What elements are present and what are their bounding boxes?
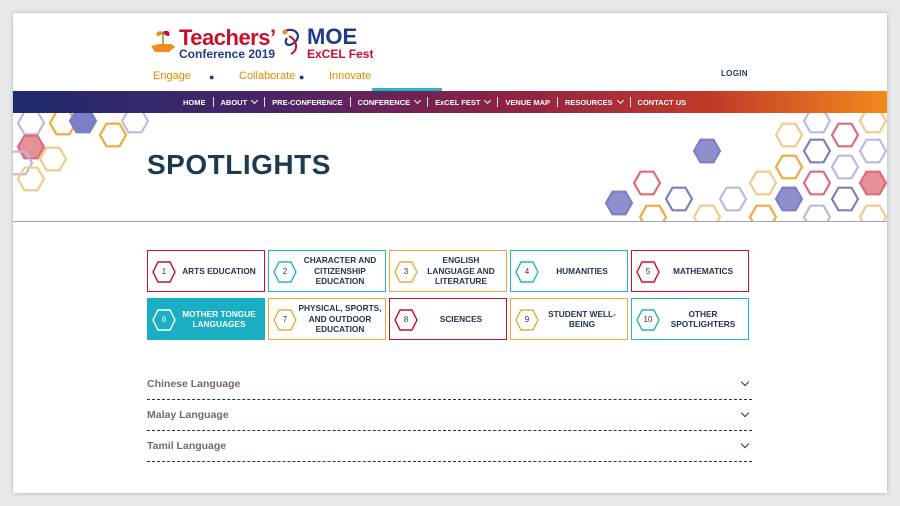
chevron-down-icon — [251, 97, 258, 104]
category-label: ARTS EDUCATION — [182, 265, 256, 276]
page-frame — [13, 13, 887, 493]
logo-subtitle: Conference 2019 — [179, 47, 276, 61]
tagline-dot: ● — [299, 72, 305, 82]
accordion-item[interactable] — [147, 431, 752, 462]
hexagon-shape — [750, 206, 776, 222]
category-card-10[interactable] — [631, 298, 749, 340]
nav-item-resources[interactable] — [558, 98, 630, 107]
category-card-8[interactable] — [389, 298, 507, 340]
accordion-item[interactable] — [147, 400, 752, 431]
login-link[interactable]: LOGIN — [721, 69, 748, 78]
tagline-collaborate: Collaborate — [239, 70, 296, 82]
nav-item-label: CONFERENCE — [357, 97, 411, 107]
nav-item-label: VENUE MAP — [505, 97, 551, 107]
category-number: 5 — [645, 267, 651, 276]
hexagon-shape — [750, 172, 776, 195]
moe-swirl-icon — [279, 26, 305, 56]
category-number: 8 — [403, 315, 409, 324]
hexagon-shape — [860, 140, 886, 163]
category-label: SCIENCES — [439, 313, 483, 324]
excel-fest-label: ExCEL Fest — [307, 47, 374, 61]
nav-item-label: ExCEL FEST — [435, 97, 481, 107]
category-card-3[interactable] — [389, 250, 507, 292]
hexagon-shape — [776, 188, 802, 211]
hero-divider — [13, 221, 887, 222]
category-label: ENGLISH LANGUAGE AND LITERATURE — [427, 255, 495, 287]
nav-item-label: RESOURCES — [565, 97, 613, 107]
category-label: OTHER SPOTLIGHTERS — [670, 308, 736, 329]
category-number: 1 — [161, 267, 167, 276]
hexagon-shape — [804, 113, 830, 132]
moe-label: MOE — [307, 24, 358, 49]
nav-item-conference[interactable] — [351, 98, 428, 107]
hexagon-shape — [18, 168, 44, 191]
category-number: 2 — [282, 267, 288, 276]
nav-items — [176, 91, 693, 113]
hexagon-shape — [804, 140, 830, 163]
page-title: SPOTLIGHTS — [147, 149, 331, 180]
hexagon-shape — [860, 206, 886, 222]
category-label: HUMANITIES — [556, 265, 608, 276]
nav-item-label: HOME — [183, 97, 206, 107]
hexagon-shape — [832, 188, 858, 211]
category-number: 9 — [524, 315, 530, 324]
accordion-item-label: Chinese Language — [147, 378, 241, 390]
nav-item-label: PRE-CONFERENCE — [272, 97, 343, 107]
category-number: 10 — [643, 315, 653, 324]
tagline-innovate: Innovate — [329, 70, 372, 82]
category-card-2[interactable] — [268, 250, 386, 292]
hexagon-shape — [860, 172, 886, 195]
accordion-item-label: Malay Language — [147, 409, 229, 421]
hexagon-shape — [100, 124, 126, 147]
hexagon-shape — [694, 206, 720, 222]
category-label: CHARACTER AND CITIZENSHIP EDUCATION — [303, 255, 377, 287]
category-number: 3 — [403, 267, 409, 276]
hexagon-shape — [122, 113, 148, 132]
chevron-down-icon — [484, 97, 491, 104]
category-label: MOTHER TONGUE LANGUAGES — [182, 308, 256, 329]
nav-item-about[interactable] — [214, 98, 265, 107]
nav-item-label: CONTACT US — [637, 97, 687, 107]
category-label: PHYSICAL, SPORTS, AND OUTDOOR EDUCATION — [298, 303, 382, 335]
category-card-9[interactable] — [510, 298, 628, 340]
category-label: MATHEMATICS — [672, 265, 734, 276]
nav-item-label: ABOUT — [220, 97, 248, 107]
chevron-down-icon[interactable] — [741, 440, 749, 448]
nav-item-home[interactable] — [176, 98, 213, 107]
hexagon-shape — [776, 124, 802, 147]
hexagon-shape — [694, 140, 720, 163]
hexagon-shape — [606, 192, 632, 215]
category-card-7[interactable] — [268, 298, 386, 340]
hero-banner — [13, 113, 887, 222]
hexagon-shape — [634, 172, 660, 195]
open-hand-sprout-icon — [149, 28, 177, 58]
main-nav — [13, 91, 887, 113]
hexagon-shape — [832, 124, 858, 147]
tagline-engage: Engage — [153, 70, 191, 82]
category-card-5[interactable] — [631, 250, 749, 292]
hexagon-shape — [804, 172, 830, 195]
conference-logo[interactable] — [149, 24, 389, 88]
language-accordion — [147, 369, 752, 462]
category-number: 4 — [524, 267, 530, 276]
hexagon-shape — [720, 188, 746, 211]
nav-item-venue-map[interactable] — [498, 98, 557, 107]
chevron-down-icon[interactable] — [741, 409, 749, 417]
hexagon-shape — [40, 148, 66, 171]
hexagon-shape — [666, 188, 692, 211]
chevron-down-icon — [616, 97, 623, 104]
category-card-4[interactable] — [510, 250, 628, 292]
chevron-down-icon[interactable] — [741, 378, 749, 386]
accordion-item-label: Tamil Language — [147, 440, 227, 452]
hexagon-shape — [804, 206, 830, 222]
accordion-item[interactable] — [147, 369, 752, 400]
category-label: STUDENT WELL-BEING — [548, 308, 616, 329]
hexagon-shape — [776, 156, 802, 179]
logo-title: Teachers’ — [179, 25, 276, 50]
hexagon-pattern-decoration — [13, 113, 887, 222]
hexagon-shape — [18, 136, 44, 159]
tagline-dot: ● — [209, 72, 215, 82]
nav-item-pre-conference[interactable] — [265, 98, 349, 107]
chevron-down-icon — [414, 97, 421, 104]
category-card-1[interactable] — [147, 250, 265, 292]
hexagon-shape — [832, 156, 858, 179]
hexagon-shape — [70, 113, 96, 132]
category-card-6[interactable] — [147, 298, 265, 340]
hexagon-shape — [18, 113, 44, 134]
nav-item-contact-us[interactable] — [631, 98, 694, 107]
category-number: 7 — [282, 315, 288, 324]
nav-item-excel-fest[interactable] — [428, 98, 497, 107]
category-number: 6 — [161, 315, 167, 324]
logo-taglines — [153, 70, 385, 86]
hexagon-shape — [640, 206, 666, 222]
hexagon-shape — [860, 113, 886, 132]
